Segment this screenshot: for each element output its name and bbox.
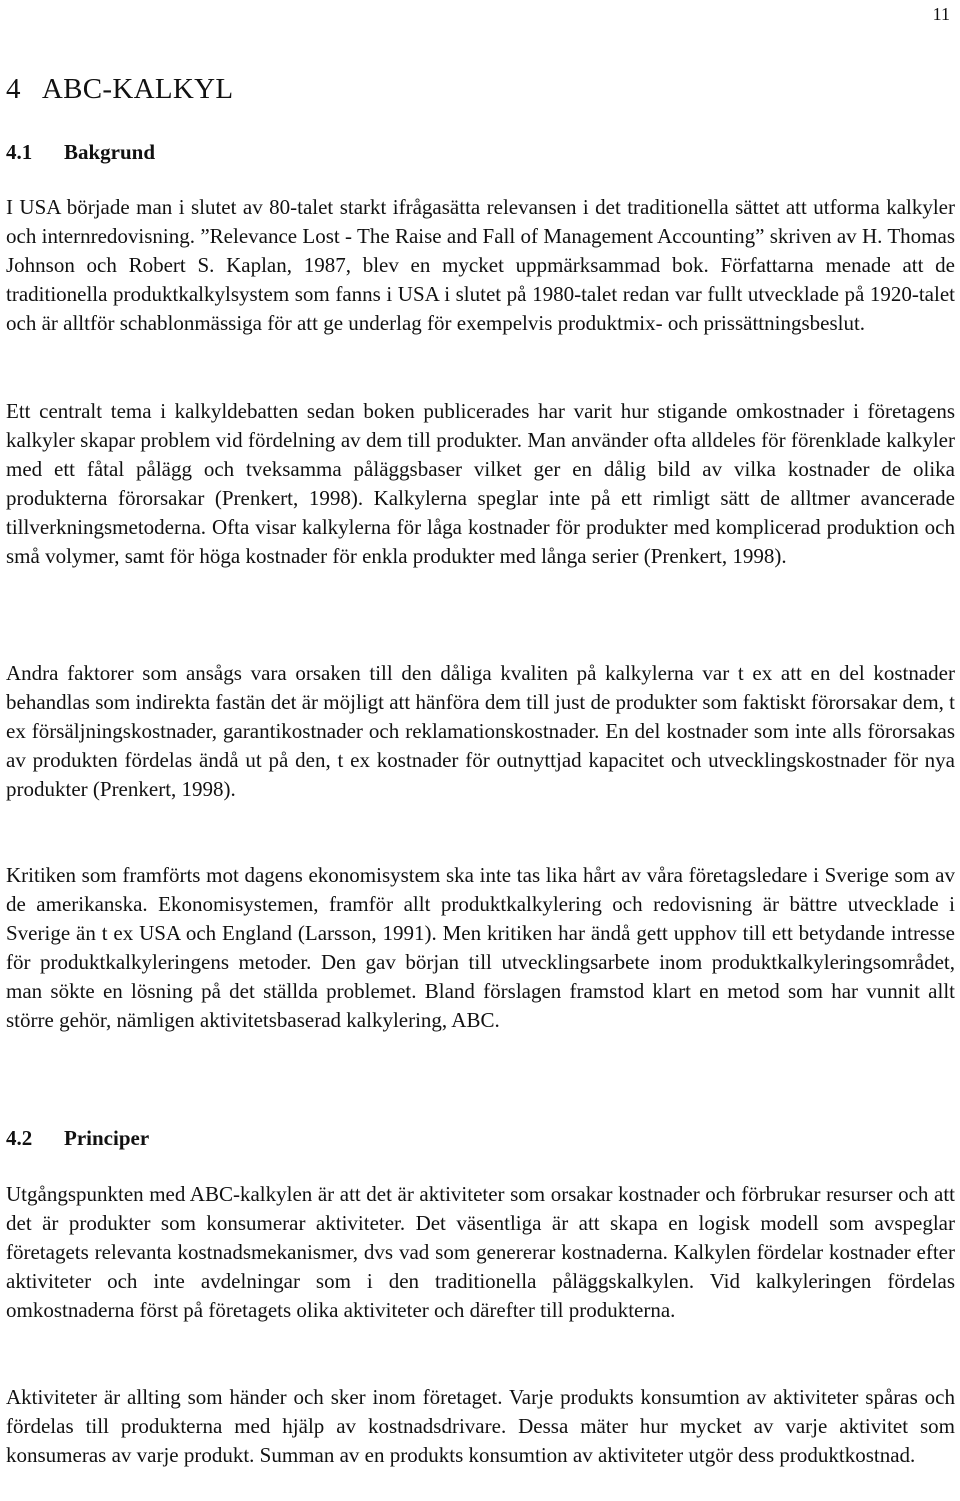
section-title-text: Bakgrund	[64, 140, 156, 164]
section-heading-principer	[6, 1125, 149, 1151]
section-heading-bakgrund	[6, 139, 155, 165]
section-number: 4.2	[6, 1126, 33, 1150]
section-number: 4.1	[6, 140, 33, 164]
paragraph: Kritiken som framförts mot dagens ekonomisystem ska inte tas lika hårt av våra företagsledare i Sverige som av de amerikanska. Ekonomisystemen, framför allt produktkalkylering och redovisning är bättre utvecklade i Sverige än t ex USA och England (Larsson, 1991). Men kritiken har ändå gett upphov till ett betydande intresse för produktkalkyleringens metoder. Den gav början till utvecklingsarbete inom produktkalkyleringsområdet, man sökte en lösning på det ställda problemet. Bland förslagen framstod klart en metod som har vunnit allt större gehör, nämligen aktivitetsbaserad kalkylering, ABC.	[6, 863, 955, 1032]
paragraph: Andra faktorer som ansågs vara orsaken till den dåliga kvaliten på kalkylerna var t ex att en del kostnader behandlas som indirekta fastän det är möjligt att hänföra dem till just de produkter som faktiskt förorsakar dem, t ex försäljningskostnader, garantikostnader och reklamationskostnader. En del kostnader som inte alls förorsakas av produkten fördelas ändå ut på den, t ex kostnader för outnyttjad kapacitet och utvecklingskostnader för nya produkter (Prenkert, 1998).	[6, 661, 955, 801]
paragraph: I USA började man i slutet av 80-talet starkt ifrågasätta relevansen i det traditionella sättet att utforma kalkyler och internredovisning. ”Relevance Lost - The Raise and Fall of Management Accounting” skriven av H. Thomas Johnson och Robert S. Kaplan, 1987, blev en mycket uppmärksammad bok. Författarna menade att de traditionella produktkalkylsystem som fanns i USA i slutet på 1980-talet redan var fullt utvecklade på 1920-talet och är alltför schablonmässiga för att ge underlag för exempelvis produktmix- och prissättningsbeslut.	[6, 195, 955, 335]
chapter-heading: 4 ABC-KALKYL	[6, 73, 234, 105]
section-title-text: Principer	[64, 1126, 150, 1150]
page-number: 11	[932, 4, 950, 24]
paragraph: Utgångspunkten med ABC-kalkylen är att det är aktiviteter som orsakar kostnader och förbrukar resurser och att det är produkter som konsumerar aktiviteter. Det väsentliga är att skapa en logisk modell som avspeglar företagets relevanta kostnadsmekanismer, dvs vad som genererar kostnaderna. Kalkylen fördelar kostnader efter aktiviteter och inte avdelningar som i den traditionella påläggskalkylen. Vid kalkyleringen fördelas omkostnaderna först på företagets olika aktiviteter och därefter till produkterna.	[6, 1182, 955, 1322]
paragraph: Aktiviteter är allting som händer och sker inom företaget. Varje produkts konsumtion av aktiviteter spåras och fördelas till produkterna med hjälp av kostnadsdrivare. Dessa mäter hur mycket av varje aktivitet som konsumeras av varje produkt. Summan av en produkts konsumtion av aktiviteter utgör dess produktkostnad.	[6, 1385, 955, 1467]
paragraph: Ett centralt tema i kalkyldebatten sedan boken publicerades har varit hur stigande omkostnader i företagens kalkyler skapar problem vid fördelning av dem till produkter. Man använder ofta alldeles för förenklade kalkyler med ett fåtal pålägg och tveksamma påläggsbaser vilket ger en dålig bild av vilka kostnader de olika produkterna förorsakar (Prenkert, 1998). Kalkylerna speglar inte på ett rimligt sätt de alltmer avancerade tillverkningsmetoderna. Ofta visar kalkylerna för låga kostnader för produkter med komplicerad produktion och små volymer, samt för höga kostnader för enkla produkter med långa serier (Prenkert, 1998).	[6, 399, 955, 568]
